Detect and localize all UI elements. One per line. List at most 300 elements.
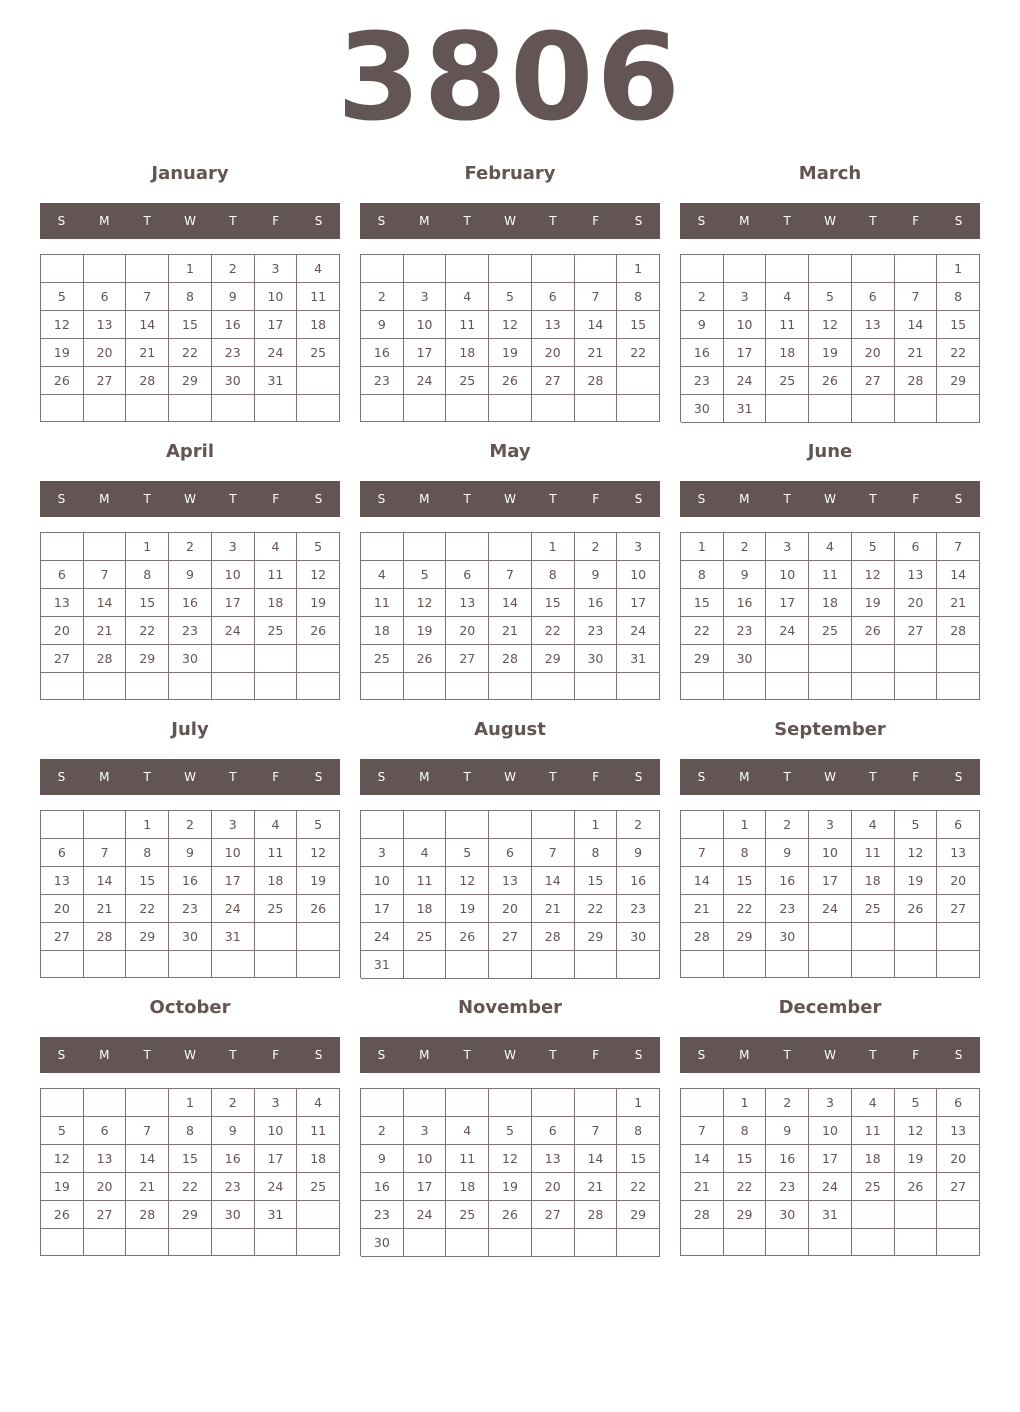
day-cell[interactable]: 8 [532,561,575,589]
day-cell[interactable]: 12 [297,839,340,867]
day-cell[interactable]: 23 [575,617,618,645]
day-cell[interactable]: 18 [297,311,340,339]
day-cell[interactable]: 10 [255,1117,298,1145]
day-cell[interactable]: 14 [126,311,169,339]
day-cell[interactable]: 20 [937,867,980,895]
day-cell[interactable]: 14 [84,867,127,895]
day-cell[interactable]: 15 [169,1145,212,1173]
day-cell[interactable]: 9 [361,1145,404,1173]
day-cell[interactable]: 20 [489,895,532,923]
day-cell[interactable]: 24 [212,895,255,923]
day-cell[interactable]: 17 [212,867,255,895]
day-cell[interactable]: 27 [895,617,938,645]
day-cell[interactable]: 8 [169,1117,212,1145]
day-cell[interactable]: 20 [895,589,938,617]
day-cell[interactable]: 14 [489,589,532,617]
day-cell[interactable]: 20 [937,1145,980,1173]
day-cell[interactable]: 4 [446,283,489,311]
day-cell[interactable]: 22 [169,1173,212,1201]
day-cell[interactable]: 21 [489,617,532,645]
day-cell[interactable]: 18 [361,617,404,645]
day-cell[interactable]: 20 [852,339,895,367]
day-cell[interactable]: 16 [361,339,404,367]
day-cell[interactable]: 20 [532,339,575,367]
day-cell[interactable]: 30 [617,923,660,951]
day-cell[interactable]: 31 [809,1201,852,1229]
day-cell[interactable]: 23 [766,895,809,923]
day-cell[interactable]: 16 [212,1145,255,1173]
day-cell[interactable]: 13 [532,311,575,339]
day-cell[interactable]: 12 [404,589,447,617]
day-cell[interactable]: 12 [489,1145,532,1173]
day-cell[interactable]: 22 [724,1173,767,1201]
day-cell[interactable]: 30 [212,367,255,395]
day-cell[interactable]: 6 [446,561,489,589]
day-cell[interactable]: 7 [84,561,127,589]
day-cell[interactable]: 27 [41,645,84,673]
day-cell[interactable]: 28 [937,617,980,645]
day-cell[interactable]: 12 [297,561,340,589]
day-cell[interactable]: 8 [724,839,767,867]
day-cell[interactable]: 13 [84,311,127,339]
day-cell[interactable]: 13 [937,1117,980,1145]
day-cell[interactable]: 16 [575,589,618,617]
day-cell[interactable]: 2 [766,1089,809,1117]
day-cell[interactable]: 21 [575,339,618,367]
day-cell[interactable]: 30 [361,1229,404,1257]
day-cell[interactable]: 4 [766,283,809,311]
day-cell[interactable]: 23 [617,895,660,923]
day-cell[interactable]: 14 [895,311,938,339]
day-cell[interactable]: 7 [489,561,532,589]
day-cell[interactable]: 26 [809,367,852,395]
day-cell[interactable]: 29 [724,923,767,951]
day-cell[interactable]: 21 [681,1173,724,1201]
day-cell[interactable]: 12 [895,839,938,867]
day-cell[interactable]: 25 [446,1201,489,1229]
day-cell[interactable]: 13 [937,839,980,867]
day-cell[interactable]: 4 [255,533,298,561]
day-cell[interactable]: 21 [937,589,980,617]
day-cell[interactable]: 30 [724,645,767,673]
day-cell[interactable]: 28 [126,1201,169,1229]
day-cell[interactable]: 23 [169,617,212,645]
day-cell[interactable]: 4 [446,1117,489,1145]
day-cell[interactable]: 22 [575,895,618,923]
day-cell[interactable]: 8 [126,561,169,589]
day-cell[interactable]: 4 [852,1089,895,1117]
day-cell[interactable]: 12 [41,1145,84,1173]
day-cell[interactable]: 27 [84,1201,127,1229]
day-cell[interactable]: 13 [84,1145,127,1173]
day-cell[interactable]: 6 [937,1089,980,1117]
day-cell[interactable]: 11 [446,311,489,339]
day-cell[interactable]: 10 [404,311,447,339]
day-cell[interactable]: 28 [681,1201,724,1229]
day-cell[interactable]: 18 [255,867,298,895]
day-cell[interactable]: 10 [212,839,255,867]
day-cell[interactable]: 23 [169,895,212,923]
day-cell[interactable]: 18 [766,339,809,367]
day-cell[interactable]: 12 [852,561,895,589]
day-cell[interactable]: 1 [169,255,212,283]
day-cell[interactable]: 13 [446,589,489,617]
day-cell[interactable]: 1 [126,533,169,561]
day-cell[interactable]: 24 [724,367,767,395]
day-cell[interactable]: 10 [724,311,767,339]
day-cell[interactable]: 17 [255,1145,298,1173]
day-cell[interactable]: 24 [404,1201,447,1229]
day-cell[interactable]: 21 [84,895,127,923]
day-cell[interactable]: 8 [681,561,724,589]
day-cell[interactable]: 28 [84,923,127,951]
day-cell[interactable]: 27 [84,367,127,395]
day-cell[interactable]: 2 [361,1117,404,1145]
day-cell[interactable]: 22 [617,339,660,367]
day-cell[interactable]: 24 [255,1173,298,1201]
day-cell[interactable]: 11 [361,589,404,617]
day-cell[interactable]: 9 [212,283,255,311]
day-cell[interactable]: 31 [617,645,660,673]
day-cell[interactable]: 25 [852,1173,895,1201]
day-cell[interactable]: 2 [169,811,212,839]
day-cell[interactable]: 2 [212,255,255,283]
day-cell[interactable]: 19 [446,895,489,923]
day-cell[interactable]: 10 [255,283,298,311]
day-cell[interactable]: 1 [169,1089,212,1117]
day-cell[interactable]: 23 [724,617,767,645]
day-cell[interactable]: 28 [532,923,575,951]
day-cell[interactable]: 20 [84,1173,127,1201]
day-cell[interactable]: 29 [532,645,575,673]
day-cell[interactable]: 17 [361,895,404,923]
day-cell[interactable]: 21 [84,617,127,645]
day-cell[interactable]: 15 [681,589,724,617]
day-cell[interactable]: 17 [766,589,809,617]
day-cell[interactable]: 3 [212,533,255,561]
day-cell[interactable]: 20 [84,339,127,367]
day-cell[interactable]: 4 [809,533,852,561]
day-cell[interactable]: 19 [489,339,532,367]
day-cell[interactable]: 17 [617,589,660,617]
day-cell[interactable]: 19 [41,339,84,367]
day-cell[interactable]: 8 [575,839,618,867]
day-cell[interactable]: 5 [297,811,340,839]
day-cell[interactable]: 12 [895,1117,938,1145]
day-cell[interactable]: 19 [297,589,340,617]
day-cell[interactable]: 18 [852,1145,895,1173]
day-cell[interactable]: 2 [766,811,809,839]
day-cell[interactable]: 20 [41,617,84,645]
day-cell[interactable]: 23 [212,1173,255,1201]
day-cell[interactable]: 3 [724,283,767,311]
day-cell[interactable]: 5 [489,283,532,311]
day-cell[interactable]: 19 [809,339,852,367]
day-cell[interactable]: 4 [404,839,447,867]
day-cell[interactable]: 6 [852,283,895,311]
day-cell[interactable]: 26 [41,367,84,395]
day-cell[interactable]: 19 [41,1173,84,1201]
day-cell[interactable]: 23 [212,339,255,367]
day-cell[interactable]: 17 [809,1145,852,1173]
day-cell[interactable]: 7 [532,839,575,867]
day-cell[interactable]: 25 [255,895,298,923]
day-cell[interactable]: 15 [937,311,980,339]
day-cell[interactable]: 24 [212,617,255,645]
day-cell[interactable]: 21 [126,339,169,367]
day-cell[interactable]: 3 [404,283,447,311]
day-cell[interactable]: 6 [489,839,532,867]
day-cell[interactable]: 5 [41,283,84,311]
day-cell[interactable]: 24 [255,339,298,367]
day-cell[interactable]: 16 [169,589,212,617]
day-cell[interactable]: 10 [361,867,404,895]
day-cell[interactable]: 16 [169,867,212,895]
day-cell[interactable]: 15 [126,867,169,895]
day-cell[interactable]: 19 [297,867,340,895]
day-cell[interactable]: 26 [446,923,489,951]
day-cell[interactable]: 14 [532,867,575,895]
day-cell[interactable]: 29 [617,1201,660,1229]
day-cell[interactable]: 8 [617,1117,660,1145]
day-cell[interactable]: 18 [297,1145,340,1173]
day-cell[interactable]: 27 [446,645,489,673]
day-cell[interactable]: 21 [126,1173,169,1201]
day-cell[interactable]: 29 [575,923,618,951]
day-cell[interactable]: 27 [852,367,895,395]
day-cell[interactable]: 17 [809,867,852,895]
day-cell[interactable]: 9 [766,1117,809,1145]
day-cell[interactable]: 24 [766,617,809,645]
day-cell[interactable]: 10 [212,561,255,589]
day-cell[interactable]: 20 [446,617,489,645]
day-cell[interactable]: 4 [361,561,404,589]
day-cell[interactable]: 1 [724,1089,767,1117]
day-cell[interactable]: 30 [766,923,809,951]
day-cell[interactable]: 1 [532,533,575,561]
day-cell[interactable]: 13 [489,867,532,895]
day-cell[interactable]: 30 [681,395,724,423]
day-cell[interactable]: 22 [126,617,169,645]
day-cell[interactable]: 27 [532,367,575,395]
day-cell[interactable]: 3 [766,533,809,561]
day-cell[interactable]: 16 [724,589,767,617]
day-cell[interactable]: 6 [895,533,938,561]
day-cell[interactable]: 11 [766,311,809,339]
day-cell[interactable]: 21 [532,895,575,923]
day-cell[interactable]: 19 [895,1145,938,1173]
day-cell[interactable]: 15 [724,867,767,895]
day-cell[interactable]: 13 [41,867,84,895]
day-cell[interactable]: 31 [255,1201,298,1229]
day-cell[interactable]: 15 [532,589,575,617]
day-cell[interactable]: 17 [724,339,767,367]
day-cell[interactable]: 15 [617,311,660,339]
day-cell[interactable]: 22 [532,617,575,645]
day-cell[interactable]: 11 [852,1117,895,1145]
day-cell[interactable]: 2 [169,533,212,561]
day-cell[interactable]: 9 [617,839,660,867]
day-cell[interactable]: 3 [404,1117,447,1145]
day-cell[interactable]: 24 [809,895,852,923]
day-cell[interactable]: 15 [169,311,212,339]
day-cell[interactable]: 31 [212,923,255,951]
day-cell[interactable]: 22 [617,1173,660,1201]
day-cell[interactable]: 5 [404,561,447,589]
day-cell[interactable]: 9 [681,311,724,339]
day-cell[interactable]: 31 [255,367,298,395]
day-cell[interactable]: 6 [532,283,575,311]
day-cell[interactable]: 14 [681,1145,724,1173]
day-cell[interactable]: 15 [126,589,169,617]
day-cell[interactable]: 22 [937,339,980,367]
day-cell[interactable]: 10 [809,839,852,867]
day-cell[interactable]: 19 [852,589,895,617]
day-cell[interactable]: 21 [575,1173,618,1201]
day-cell[interactable]: 2 [617,811,660,839]
day-cell[interactable]: 11 [297,1117,340,1145]
day-cell[interactable]: 7 [84,839,127,867]
day-cell[interactable]: 18 [852,867,895,895]
day-cell[interactable]: 3 [809,1089,852,1117]
day-cell[interactable]: 7 [937,533,980,561]
day-cell[interactable]: 6 [41,839,84,867]
day-cell[interactable]: 30 [766,1201,809,1229]
day-cell[interactable]: 16 [766,867,809,895]
day-cell[interactable]: 11 [809,561,852,589]
day-cell[interactable]: 26 [297,617,340,645]
day-cell[interactable]: 12 [489,311,532,339]
day-cell[interactable]: 4 [297,255,340,283]
day-cell[interactable]: 26 [895,1173,938,1201]
day-cell[interactable]: 18 [446,339,489,367]
day-cell[interactable]: 10 [766,561,809,589]
day-cell[interactable]: 12 [809,311,852,339]
day-cell[interactable]: 28 [575,367,618,395]
day-cell[interactable]: 27 [41,923,84,951]
day-cell[interactable]: 1 [617,255,660,283]
day-cell[interactable]: 22 [681,617,724,645]
day-cell[interactable]: 25 [852,895,895,923]
day-cell[interactable]: 2 [575,533,618,561]
day-cell[interactable]: 3 [361,839,404,867]
day-cell[interactable]: 22 [126,895,169,923]
day-cell[interactable]: 1 [575,811,618,839]
day-cell[interactable]: 24 [404,367,447,395]
day-cell[interactable]: 31 [361,951,404,979]
day-cell[interactable]: 18 [404,895,447,923]
day-cell[interactable]: 1 [681,533,724,561]
day-cell[interactable]: 13 [895,561,938,589]
day-cell[interactable]: 28 [681,923,724,951]
day-cell[interactable]: 13 [532,1145,575,1173]
day-cell[interactable]: 21 [681,895,724,923]
day-cell[interactable]: 9 [575,561,618,589]
day-cell[interactable]: 18 [255,589,298,617]
day-cell[interactable]: 6 [532,1117,575,1145]
day-cell[interactable]: 24 [617,617,660,645]
day-cell[interactable]: 1 [937,255,980,283]
day-cell[interactable]: 30 [212,1201,255,1229]
day-cell[interactable]: 5 [809,283,852,311]
day-cell[interactable]: 20 [41,895,84,923]
day-cell[interactable]: 19 [404,617,447,645]
day-cell[interactable]: 8 [937,283,980,311]
day-cell[interactable]: 28 [84,645,127,673]
day-cell[interactable]: 14 [575,311,618,339]
day-cell[interactable]: 23 [681,367,724,395]
day-cell[interactable]: 3 [809,811,852,839]
day-cell[interactable]: 28 [489,645,532,673]
day-cell[interactable]: 13 [41,589,84,617]
day-cell[interactable]: 28 [126,367,169,395]
day-cell[interactable]: 8 [126,839,169,867]
day-cell[interactable]: 25 [297,1173,340,1201]
day-cell[interactable]: 24 [809,1173,852,1201]
day-cell[interactable]: 26 [895,895,938,923]
day-cell[interactable]: 14 [937,561,980,589]
day-cell[interactable]: 23 [361,1201,404,1229]
day-cell[interactable]: 6 [84,283,127,311]
day-cell[interactable]: 12 [446,867,489,895]
day-cell[interactable]: 3 [617,533,660,561]
day-cell[interactable]: 8 [617,283,660,311]
day-cell[interactable]: 16 [212,311,255,339]
day-cell[interactable]: 27 [937,895,980,923]
day-cell[interactable]: 8 [169,283,212,311]
day-cell[interactable]: 21 [895,339,938,367]
day-cell[interactable]: 2 [681,283,724,311]
day-cell[interactable]: 7 [681,839,724,867]
day-cell[interactable]: 4 [852,811,895,839]
day-cell[interactable]: 11 [297,283,340,311]
day-cell[interactable]: 7 [126,1117,169,1145]
day-cell[interactable]: 22 [169,339,212,367]
day-cell[interactable]: 26 [297,895,340,923]
day-cell[interactable]: 25 [361,645,404,673]
day-cell[interactable]: 10 [404,1145,447,1173]
day-cell[interactable]: 5 [852,533,895,561]
day-cell[interactable]: 6 [84,1117,127,1145]
day-cell[interactable]: 10 [809,1117,852,1145]
day-cell[interactable]: 2 [212,1089,255,1117]
day-cell[interactable]: 27 [489,923,532,951]
day-cell[interactable]: 6 [937,811,980,839]
day-cell[interactable]: 29 [681,645,724,673]
day-cell[interactable]: 19 [895,867,938,895]
day-cell[interactable]: 2 [724,533,767,561]
day-cell[interactable]: 4 [255,811,298,839]
day-cell[interactable]: 30 [169,645,212,673]
day-cell[interactable]: 3 [212,811,255,839]
day-cell[interactable]: 9 [361,311,404,339]
day-cell[interactable]: 23 [361,367,404,395]
day-cell[interactable]: 9 [169,561,212,589]
day-cell[interactable]: 15 [617,1145,660,1173]
day-cell[interactable]: 28 [575,1201,618,1229]
day-cell[interactable]: 20 [532,1173,575,1201]
day-cell[interactable]: 17 [404,339,447,367]
day-cell[interactable]: 19 [489,1173,532,1201]
day-cell[interactable]: 30 [169,923,212,951]
day-cell[interactable]: 5 [489,1117,532,1145]
day-cell[interactable]: 25 [809,617,852,645]
day-cell[interactable]: 2 [361,283,404,311]
day-cell[interactable]: 11 [255,839,298,867]
day-cell[interactable]: 26 [41,1201,84,1229]
day-cell[interactable]: 9 [766,839,809,867]
day-cell[interactable]: 9 [169,839,212,867]
